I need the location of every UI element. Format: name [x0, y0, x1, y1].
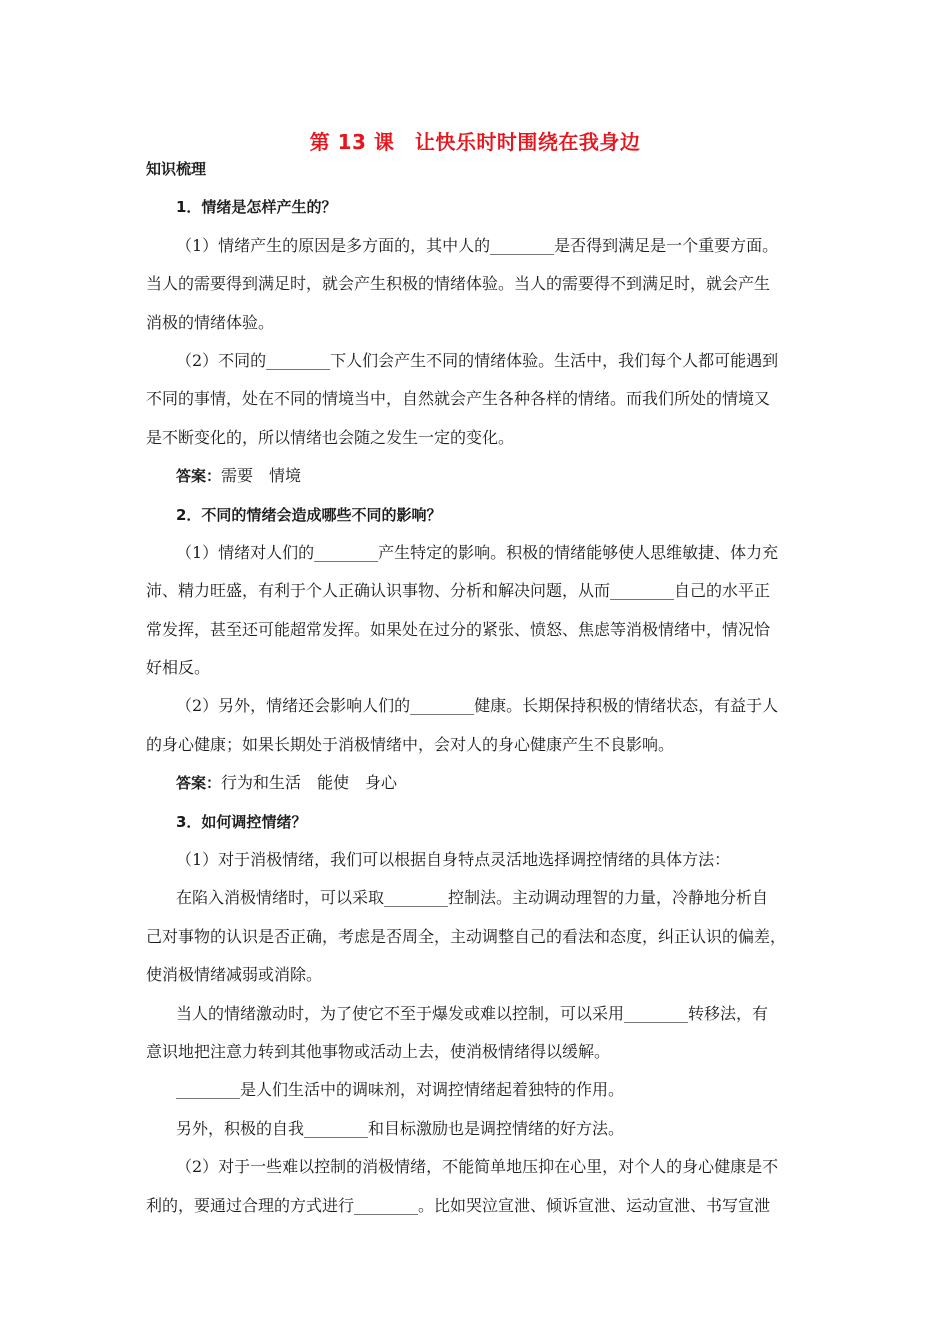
paragraph-line: 己对事物的认识是否正确，考虑是否周全，主动调整自己的看法和态度，纠正认识的偏差， — [146, 926, 787, 946]
paragraph-line: （2）不同的________下人们会产生不同的情绪体验。生活中，我们每个人都可能遇到 — [176, 350, 779, 370]
paragraph-line: 意识地把注意力转到其他事物或活动上去，使消极情绪得以缓解。 — [146, 1041, 611, 1061]
paragraph-line: （2）对于一些难以控制的消极情绪，不能简单地压抑在心里，对个人的身心健康是不 — [176, 1157, 779, 1177]
paragraph-line: 的身心健康；如果长期处于消极情绪中，会对人的身心健康产生不良影响。 — [146, 734, 675, 754]
paragraph-line: （1）对于消极情绪，我们可以根据自身特点灵活地选择调控情绪的具体方法： — [176, 850, 731, 870]
paragraph-line: （1）情绪产生的原因是多方面的，其中人的________是否得到满足是一个重要方面。 — [176, 235, 779, 255]
paragraph-line: 沛、精力旺盛，有利于个人正确认识事物、分析和解决问题，从而________自己的水平正 — [146, 581, 771, 601]
paragraph-line: （2）另外，情绪还会影响人们的________健康。长期保持积极的情绪状态，有益于人 — [176, 696, 779, 716]
paragraph-line: 利的，要通过合理的方式进行________。比如哭泣宣泄、倾诉宣泄、运动宣泄、书写宣泄 — [146, 1195, 771, 1215]
paragraph-line: ________是人们生活中的调味剂，对调控情绪起着独特的作用。 — [176, 1080, 625, 1100]
paragraph-line: 好相反。 — [146, 658, 211, 678]
paragraph-line: 另外，积极的自我________和目标激励也是调控情绪的好方法。 — [176, 1118, 625, 1138]
paragraph-line: 是不断变化的，所以情绪也会随之发生一定的变化。 — [146, 427, 515, 447]
page-title: 第 13 课 让快乐时时围绕在我身边 — [309, 130, 641, 154]
answer-2 — [146, 764, 810, 802]
question-3: 3．如何调控情绪？ — [176, 812, 307, 831]
section-heading: 知识梳理 — [146, 160, 207, 178]
paragraph-line: 消极的情绪体验。 — [146, 312, 275, 332]
answer-text: 需要 情境 — [221, 466, 302, 486]
answer-text: 行为和生活 能使 身心 — [221, 773, 398, 793]
paragraph-line: 常发挥，甚至还可能超常发挥。如果处在过分的紧张、愤怒、焦虑等消极情绪中，情况恰 — [146, 619, 771, 639]
answer-label: 答案： — [176, 467, 222, 486]
paragraph-line: （1）情绪对人们的________产生特定的影响。积极的情绪能够使人思维敏捷、体力充 — [176, 542, 779, 562]
paragraph-line: 当人的情绪激动时，为了使它不至于爆发或难以控制，可以采用________转移法，有 — [176, 1003, 769, 1023]
document-body — [146, 150, 810, 1225]
answer-1 — [146, 457, 810, 495]
paragraph-line: 当人的需要得到满足时，就会产生积极的情绪体验。当人的需要得不到满足时，就会产生 — [146, 274, 771, 294]
question-1: 1．情绪是怎样产生的？ — [176, 198, 337, 217]
answer-label: 答案： — [176, 774, 222, 793]
question-2: 2．不同的情绪会造成哪些不同的影响？ — [176, 505, 442, 524]
paragraph-line: 使消极情绪减弱或消除。 — [146, 965, 323, 985]
paragraph-line: 在陷入消极情绪时，可以采取________控制法。主动调动理智的力量，冷静地分析自 — [176, 888, 769, 908]
paragraph-line: 不同的事情，处在不同的情境当中，自然就会产生各种各样的情绪。而我们所处的情境又 — [146, 389, 771, 409]
